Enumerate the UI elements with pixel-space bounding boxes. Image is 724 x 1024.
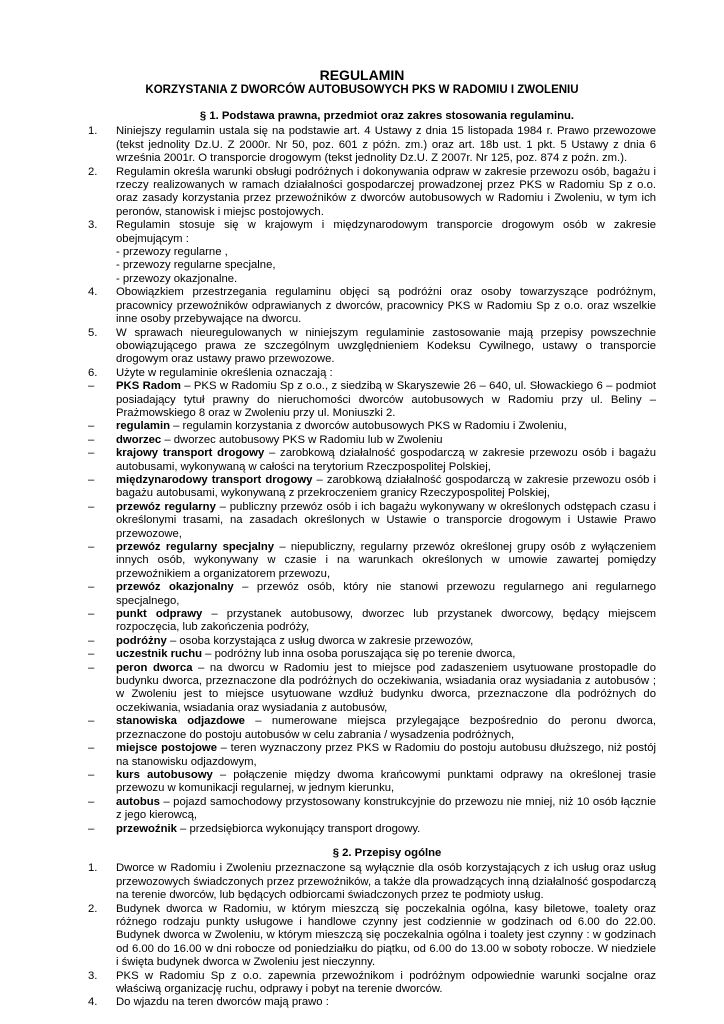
- definition-term: przewóz regularny specjalny: [116, 541, 275, 553]
- section-1-item-4: [88, 286, 656, 326]
- section-2-item-2: [88, 903, 656, 970]
- definition-text: – publiczny przewóz osób i ich bagażu wykonywany w określonych odstępach czasu i określonymi trasami, na zasadach określonych w Ustawie o transporcie drogowym i Ustawie Prawo przewozowe,: [116, 500, 656, 540]
- section-1-item-5: [88, 327, 656, 367]
- definition-term: przewóz regularny: [116, 500, 216, 513]
- dash-marker: –: [88, 634, 95, 647]
- dash-marker: –: [88, 541, 95, 553]
- item-text: Dworce w Radomiu i Zwoleniu przeznaczone są wyłącznie dla osób korzystających z ich usług oraz usług przewozowych świadczonych przez przewoźników, a także dla prowadzących inną działalność gospodarczą na terenie dworców, lub będących odbiorcami świadczonych przez te podmioty usług.: [116, 862, 656, 902]
- dash-marker: –: [88, 500, 95, 513]
- definition-item: [88, 420, 656, 433]
- item-text: Obowiązkiem przestrzegania regulaminu objęci są podróżni oraz osoby towarzyszące podróżnym, pracownicy przewoźników odprawianych z dworców, pracownicy PKS w Radomiu Sp z o.o. oraz wszelkie inne osoby przebywające na dworcu.: [116, 286, 656, 326]
- item-text: Niniejszy regulamin ustala się na podstawie art. 4 Ustawy z dnia 15 listopada 1984 r. Prawo przewozowe (tekst jednolity Dz.U. Z 2000r. Nr 50, poz. 601 z późn. zm.) oraz art. 18b ust. 1 pkt. 5 Ustawy z dnia 6 września 2001r. O transporcie drogowym (tekst jednolity Dz.U. Z 2007r. Nr 125, poz. 874 z poźn. zm.).: [116, 125, 656, 165]
- item-text: Do wjazdu na teren dworców mają prawo :: [116, 996, 329, 1009]
- definition-term: punkt odprawy: [116, 608, 203, 621]
- item-number: 4.: [88, 996, 98, 1009]
- sub-item: - przewozy regularne ,: [116, 246, 228, 259]
- definition-item: [88, 434, 656, 447]
- definition-item: [88, 581, 656, 608]
- document-title: REGULAMIN: [319, 67, 405, 83]
- definition-item: [88, 769, 656, 796]
- item-text: W sprawach nieuregulowanych w niniejszym regulaminie zastosowanie mają przepisy powszechnie obowiązującego prawa ze szczególnym uwzględnieniem Kodeksu Cywilnego, ustawy o transporcie drogowym oraz ustawy prawo przewozowe.: [116, 326, 656, 366]
- item-text: Użyte w regulaminie określenia oznaczają :: [116, 366, 333, 379]
- definition-text: – dworzec autobusowy PKS w Radomiu lub w Zwoleniu: [161, 433, 443, 446]
- definition-term: przewóz okazjonalny: [116, 581, 234, 594]
- definition-term: uczestnik ruchu: [116, 648, 203, 661]
- definition-item: [88, 742, 656, 769]
- document-body: [88, 110, 656, 1010]
- item-number: 1.: [88, 125, 98, 138]
- definition-term: kurs autobusowy: [116, 768, 213, 781]
- item-text: Regulamin stosuje się w krajowym i międzynarodowym transporcie drogowym osób w zakresie obejmującym :: [116, 219, 656, 245]
- dash-marker: –: [88, 742, 95, 755]
- definition-item: [88, 608, 656, 635]
- dash-marker: –: [88, 648, 95, 661]
- dash-marker: –: [88, 795, 95, 808]
- definition-item: [88, 796, 656, 823]
- sub-item: - przewozy okazjonalne.: [116, 272, 238, 285]
- section-1-item-1: [88, 125, 656, 165]
- definition-text: – numerowane miejsca przylegające bezpośrednio do peronu dworca, przeznaczone do postoju autobusów w celu zabrania / wysadzenia podróżnych,: [116, 715, 656, 741]
- item-number: 4.: [88, 286, 98, 299]
- definition-item: [88, 635, 656, 648]
- definition-text: – połączenie między dwoma krańcowymi punktami odprawy na określonej trasie przewozu w komunikacji regularnej, w jednym kierunku,: [116, 768, 656, 795]
- definition-item: [88, 541, 656, 581]
- definition-text: – regulamin korzystania z dworców autobusowych PKS w Radomiu i Zwoleniu,: [170, 420, 567, 433]
- section-2-item-4: [88, 996, 656, 1009]
- item-number: 5.: [88, 326, 98, 339]
- dash-marker: –: [88, 473, 95, 486]
- definitions-list: [88, 380, 656, 836]
- section-1-heading: § 1. Podstawa prawna, przedmiot oraz zakres stosowania regulaminu.: [199, 110, 575, 122]
- definition-term: krajowy transport drogowy: [116, 447, 265, 460]
- item-number: 3.: [88, 969, 98, 982]
- item-number: 3.: [88, 219, 98, 232]
- item-number: 2.: [88, 902, 98, 915]
- section-2-heading: § 2. Przepisy ogólne: [332, 846, 442, 859]
- definition-text: – osoba korzystająca z usług dworca w zakresie przewozów,: [166, 634, 474, 647]
- definition-text: – teren wyznaczony przez PKS w Radomiu do postoju autobusu dłuższego, niż postój na stanowisku odjazdowym,: [116, 742, 656, 768]
- definition-item: [88, 380, 656, 420]
- dash-marker: –: [88, 447, 95, 460]
- definition-term: podróżny: [116, 634, 167, 647]
- definition-text: – podróżny lub inna osoba poruszająca się po terenie dworca,: [202, 648, 516, 661]
- section-1-item-3: [88, 219, 656, 286]
- dash-marker: –: [88, 433, 95, 446]
- item-text: Budynek dworca w Radomiu, w którym mieszczą się poczekalnia ogólna, kasy biletowe, toalety oraz różnego rodzaju punkty usługowe i handlowe czynny jest codziennie w godzinach od 6.00 do 22.00. Budynek dworca w Zwoleniu, w którym mieszczą się poczekalnia ogólna i toalety jest czynny : w godzinach od 6.00 do 16.00 w dni robocze od poniedziałku do piątku, od 6.00 do 13.00 w soboty robocze. W niedziele i święta budynek dworca w Zwoleniu jest nieczynny.: [116, 902, 656, 969]
- dash-marker: –: [88, 420, 95, 433]
- item-number: 6.: [88, 366, 98, 379]
- definition-text: – przystanek autobusowy, dworzec lub przystanek dworcowy, będący miejscem rozpoczęcia, lub zakończenia podróży,: [116, 608, 657, 634]
- dash-marker: –: [88, 581, 95, 594]
- sub-item: - przewozy regularne specjalne,: [116, 259, 276, 272]
- item-text: PKS w Radomiu Sp z o.o. zapewnia przewoźnikom i podróżnym odpowiednie warunki socjalne oraz właściwą organizację ruchu, odprawy i pobyt na terenie dworców.: [116, 969, 656, 995]
- definition-term: regulamin: [116, 420, 170, 433]
- definition-item: [88, 715, 656, 742]
- definition-text: – przewóz osób, który nie stanowi przewozu regularnego ani regularnego specjalnego,: [116, 581, 656, 607]
- definition-item: [88, 648, 656, 661]
- definition-item: [88, 447, 656, 474]
- definition-item: [88, 474, 656, 501]
- section-1-item-2: [88, 166, 656, 220]
- document-subtitle: KORZYSTANIA Z DWORCÓW AUTOBUSOWYCH PKS W RADOMIU I ZWOLENIU: [145, 84, 579, 96]
- definition-term: peron dworca: [116, 661, 193, 674]
- definition-text: – niepubliczny, regularny przewóz określonej grupy osób z wyłączeniem innych osób, wykonywany w czasie i na warunkach określonych w umowie zawartej pomiędzy przewoźnikiem a organizatorem przewozu,: [116, 541, 656, 580]
- definition-term: przewoźnik: [116, 822, 177, 835]
- definition-item: [88, 662, 656, 716]
- definition-text: – zarobkową działalność gospodarczą w zakresie przewozu osób i bagażu autobusami, wykonywaną z przekroczeniem granicy Rzeczypospolitej Polskiej,: [116, 473, 656, 500]
- dash-marker: –: [88, 822, 95, 835]
- dash-marker: –: [88, 661, 95, 674]
- definition-term: międzynarodowy transport drogowy: [116, 473, 313, 486]
- section-2-item-1: [88, 862, 656, 902]
- definition-text: – pojazd samochodowy przystosowany konstrukcyjnie do przewozu nie mniej, niż 10 osób łącznie z jego kierowcą,: [116, 795, 656, 822]
- section-2-item-3: [88, 970, 656, 997]
- definition-term: PKS Radom: [116, 380, 181, 393]
- dash-marker: –: [88, 768, 95, 781]
- definition-item: [88, 823, 656, 836]
- item-text: Regulamin określa warunki obsługi podróżnych i dokonywania odpraw w zakresie przewozu osób, bagażu i rzeczy realizowanych w ramach działalności gospodarczej prowadzonej przez PKS w Radomiu Sp z o.o. oraz zasady korzystania przez przewoźników z dworców autobusowych w Radomiu i Zwoleniu, w tym ich peronów, stanowisk i miejsc postojowych.: [116, 165, 656, 218]
- section-1-item-6: [88, 367, 656, 380]
- definition-term: miejsce postojowe: [116, 742, 217, 755]
- item-number: 1.: [88, 862, 98, 875]
- definition-text: – zarobkową działalność gospodarczą w zakresie przewozu osób i bagażu autobusami, wykonywaną w całości na terytorium Rzeczpospolitej Polskiej,: [116, 447, 656, 473]
- definition-text: – PKS w Radomiu Sp z o.o., z siedzibą w Skaryszewie 26 – 640, ul. Słowackiego 6 – podmiot posiadający tytuł prawny do nieruchomości dworców autobusowych w Radomiu przy ul. Beliny – Prażmowskiego 8 oraz w Zwoleniu przy ul. Moniuszki 2.: [116, 380, 656, 419]
- dash-marker: –: [88, 715, 95, 728]
- definition-item: [88, 501, 656, 541]
- dash-marker: –: [88, 380, 95, 393]
- definition-text: – na dworcu w Radomiu jest to miejsce pod zadaszeniem usytuowane prostopadle do budynku dworca, przeznaczone dla podróżnych do oczekiwania, wsiadania oraz wysiadania z autobusów ; w Zwoleniu jest to miejsce usytuowane wzdłuż budynku dworca, przeznaczone dla podróżnych do oczekiwania, wsiadania oraz wysiadania z autobusów,: [116, 661, 656, 714]
- dash-marker: –: [88, 608, 95, 621]
- definition-term: dworzec: [116, 433, 162, 446]
- definition-term: stanowiska odjazdowe: [116, 715, 245, 728]
- item-number: 2.: [88, 165, 98, 178]
- definition-text: – przedsiębiorca wykonujący transport drogowy.: [176, 822, 421, 835]
- definition-term: autobus: [116, 795, 160, 808]
